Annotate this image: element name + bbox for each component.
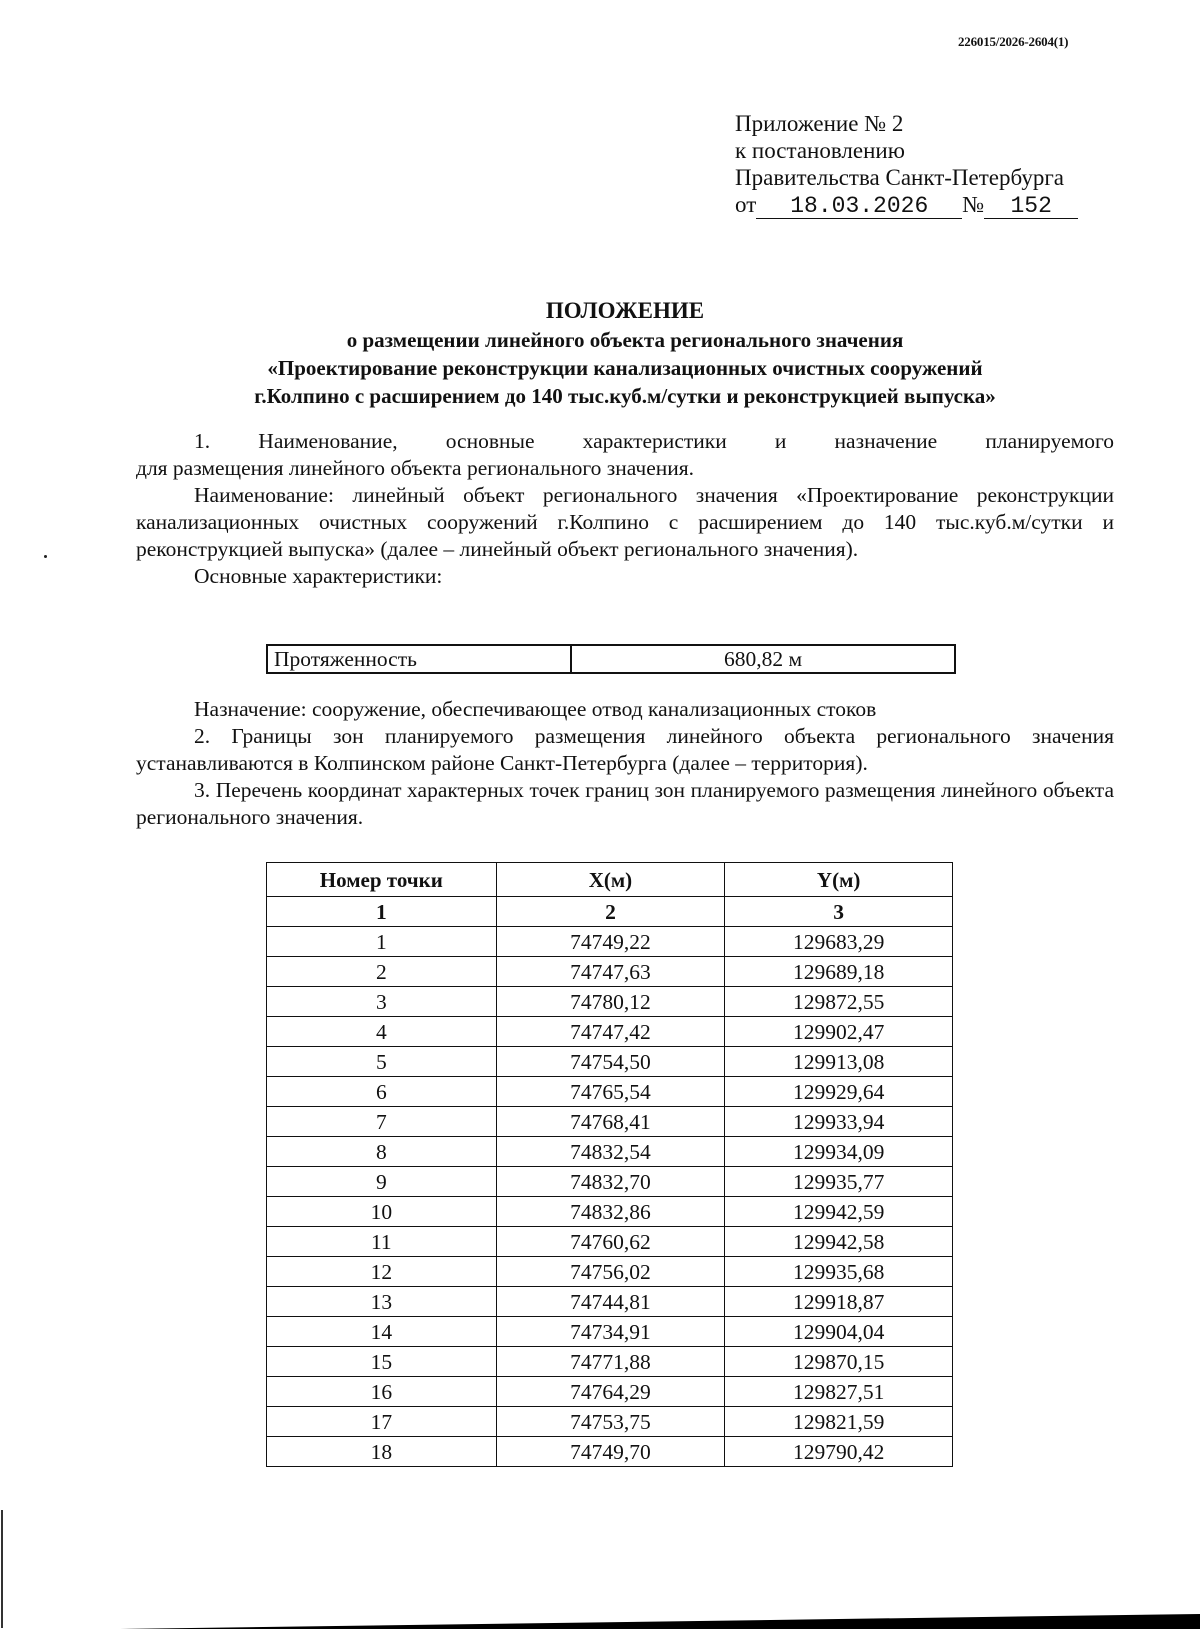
- table-row: [267, 957, 953, 987]
- x-coordinate-cell: 74747,63: [496, 957, 725, 987]
- point-number-cell: 1: [267, 927, 497, 957]
- x-coordinate-cell: 74749,70: [496, 1437, 725, 1467]
- x-coordinate-cell: 74765,54: [496, 1077, 725, 1107]
- x-coordinate-cell: 74832,54: [496, 1137, 725, 1167]
- characteristic-value: 680,82 м: [571, 645, 955, 673]
- x-coordinate-cell: 74744,81: [496, 1287, 725, 1317]
- point-number-cell: 15: [267, 1347, 497, 1377]
- table-row: [267, 1257, 953, 1287]
- column-number-row: [267, 897, 953, 927]
- table-row: [267, 1377, 953, 1407]
- point-number-cell: 17: [267, 1407, 497, 1437]
- table-row: [267, 1197, 953, 1227]
- characteristics-row: [267, 645, 955, 673]
- header-x: X(м): [496, 863, 725, 897]
- table-row: [267, 1317, 953, 1347]
- point-number-cell: 9: [267, 1167, 497, 1197]
- from-label: от: [735, 192, 757, 217]
- title-sub-1: о размещении линейного объекта регионального значения: [346, 328, 904, 352]
- x-coordinate-cell: 74764,29: [496, 1377, 725, 1407]
- y-coordinate-cell: 129683,29: [725, 927, 953, 957]
- resolution-number: 152: [984, 194, 1078, 219]
- resolution-date: 18.03.2026: [756, 194, 962, 219]
- appendix-number: Приложение № 2: [735, 111, 904, 136]
- point-number-cell: 12: [267, 1257, 497, 1287]
- table-row: [267, 1047, 953, 1077]
- table-row: [267, 987, 953, 1017]
- characteristic-label: Протяженность: [267, 645, 571, 673]
- document-id: 226015/2026-2604(1): [958, 34, 1069, 49]
- table-row: [267, 1407, 953, 1437]
- appendix-authority: Правительства Санкт-Петербурга: [735, 165, 1064, 190]
- point-number-cell: 5: [267, 1047, 497, 1077]
- y-coordinate-cell: 129902,47: [725, 1017, 953, 1047]
- point-number-cell: 4: [267, 1017, 497, 1047]
- title-sub-3: г.Колпино с расширением до 140 тыс.куб.м/сутки и реконструкцией выпуска»: [254, 384, 996, 408]
- table-row: [267, 1167, 953, 1197]
- point-number-cell: 13: [267, 1287, 497, 1317]
- y-coordinate-cell: 129918,87: [725, 1287, 953, 1317]
- coordinates-table: [266, 862, 953, 1467]
- table-row: [267, 1017, 953, 1047]
- section-2-text: 2. Границы зон планируемого размещения линейного объекта регионального значения устанавливаются в Колпинском районе Санкт-Петербурга (далее – территория).: [136, 724, 1114, 775]
- x-coordinate-cell: 74771,88: [496, 1347, 725, 1377]
- table-row: [267, 1137, 953, 1167]
- table-row: [267, 1437, 953, 1467]
- table-row: [267, 1077, 953, 1107]
- scan-artifact-dot: [44, 555, 47, 558]
- x-coordinate-cell: 74753,75: [496, 1407, 725, 1437]
- point-number-cell: 11: [267, 1227, 497, 1257]
- y-coordinate-cell: 129904,04: [725, 1317, 953, 1347]
- column-number: 1: [267, 897, 497, 927]
- table-row: [267, 1287, 953, 1317]
- y-coordinate-cell: 129870,15: [725, 1347, 953, 1377]
- section-3-text: 3. Перечень координат характерных точек границ зон планируемого размещения линейного объекта регионального значения.: [136, 778, 1114, 829]
- x-coordinate-cell: 74749,22: [496, 927, 725, 957]
- y-coordinate-cell: 129942,58: [725, 1227, 953, 1257]
- section-1-name: Наименование: линейный объект регионального значения «Проектирование реконструкции канализационных очистных сооружений г.Колпино с расширением до 140 тыс.куб.м/сутки и реконструкцией выпуска» (далее – линейный объект регионального значения).: [136, 483, 1114, 561]
- section-1: [136, 428, 1114, 590]
- y-coordinate-cell: 129933,94: [725, 1107, 953, 1137]
- point-number-cell: 3: [267, 987, 497, 1017]
- point-number-cell: 18: [267, 1437, 497, 1467]
- header-point-number: Номер точки: [267, 863, 497, 897]
- y-coordinate-cell: 129929,64: [725, 1077, 953, 1107]
- section-1-heading-line-1: 1. Наименование, основные характеристики и назначение планируемого: [194, 429, 1114, 453]
- sections-2-3: [136, 696, 1114, 831]
- scan-artifact-margin-line: [1, 1510, 3, 1628]
- appendix-header: [735, 110, 1078, 219]
- characteristics-table: [266, 644, 956, 674]
- table-row: [267, 1347, 953, 1377]
- point-number-cell: 8: [267, 1137, 497, 1167]
- y-coordinate-cell: 129935,68: [725, 1257, 953, 1287]
- appendix-date-line: [735, 191, 1078, 219]
- purpose-text: Назначение: сооружение, обеспечивающее отвод канализационных стоков: [194, 697, 877, 721]
- x-coordinate-cell: 74754,50: [496, 1047, 725, 1077]
- point-number-cell: 10: [267, 1197, 497, 1227]
- table-row: [267, 1227, 953, 1257]
- number-label: №: [962, 192, 985, 217]
- y-coordinate-cell: 129790,42: [725, 1437, 953, 1467]
- point-number-cell: 6: [267, 1077, 497, 1107]
- x-coordinate-cell: 74768,41: [496, 1107, 725, 1137]
- y-coordinate-cell: 129935,77: [725, 1167, 953, 1197]
- y-coordinate-cell: 129689,18: [725, 957, 953, 987]
- header-y: Y(м): [725, 863, 953, 897]
- point-number-cell: 14: [267, 1317, 497, 1347]
- appendix-ref: к постановлению: [735, 138, 905, 163]
- column-number: 2: [496, 897, 725, 927]
- column-number: 3: [725, 897, 953, 927]
- point-number-cell: 2: [267, 957, 497, 987]
- title-main: ПОЛОЖЕНИЕ: [545, 298, 705, 323]
- x-coordinate-cell: 74756,02: [496, 1257, 725, 1287]
- section-1-heading-line-2: для размещения линейного объекта регионального значения.: [136, 456, 695, 480]
- y-coordinate-cell: 129827,51: [725, 1377, 953, 1407]
- y-coordinate-cell: 129913,08: [725, 1047, 953, 1077]
- x-coordinate-cell: 74832,86: [496, 1197, 725, 1227]
- y-coordinate-cell: 129942,59: [725, 1197, 953, 1227]
- characteristics-label: Основные характеристики:: [194, 564, 443, 588]
- title-sub-2: «Проектирование реконструкции канализационных очистных сооружений: [267, 356, 983, 380]
- y-coordinate-cell: 129934,09: [725, 1137, 953, 1167]
- point-number-cell: 7: [267, 1107, 497, 1137]
- document-title: [150, 296, 1100, 410]
- x-coordinate-cell: 74734,91: [496, 1317, 725, 1347]
- table-row: [267, 1107, 953, 1137]
- scan-artifact-bottom-edge: [120, 1614, 1200, 1629]
- y-coordinate-cell: 129821,59: [725, 1407, 953, 1437]
- table-row: [267, 927, 953, 957]
- point-number-cell: 16: [267, 1377, 497, 1407]
- x-coordinate-cell: 74747,42: [496, 1017, 725, 1047]
- x-coordinate-cell: 74832,70: [496, 1167, 725, 1197]
- x-coordinate-cell: 74760,62: [496, 1227, 725, 1257]
- y-coordinate-cell: 129872,55: [725, 987, 953, 1017]
- table-header-row: [267, 863, 953, 897]
- x-coordinate-cell: 74780,12: [496, 987, 725, 1017]
